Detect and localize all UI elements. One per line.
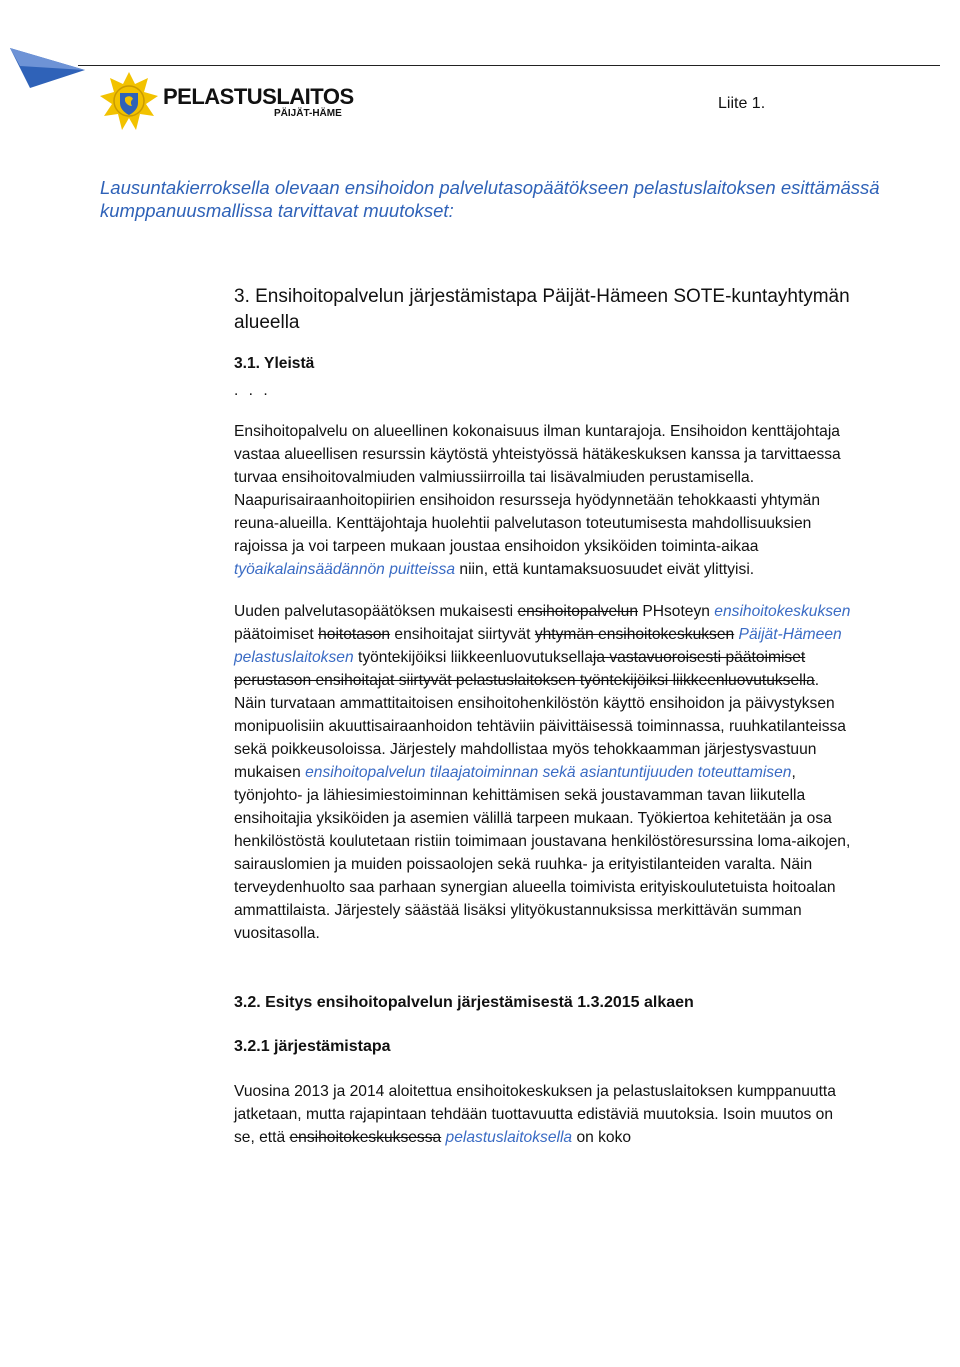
para3-t1: Vuosina 2013 ja 2014 aloitettua ensihoitokeskuksen ja pelastuslaitoksen kumppanuutta jatketaan, mutta rajapintaan tehdään tuottavuutta edistäviä muutoksia. Isoin muutos on se, että xyxy=(234,1083,836,1146)
rescue-badge-icon xyxy=(100,72,158,130)
org-name: PELASTUSLAITOS xyxy=(163,84,354,109)
para2-t3: päätoimiset xyxy=(234,626,314,643)
para3-deleted-1: ensihoitokeskuksessa xyxy=(289,1129,442,1146)
para3-inserted-1: pelastuslaitoksella xyxy=(445,1129,573,1146)
para2-inserted-2: Päijät-Hämeen pelastuslaitoksen xyxy=(234,626,842,666)
paragraph-new-decision xyxy=(234,600,854,945)
para1-text: Ensihoitopalvelu on alueellinen kokonaisuus ilman kuntarajoja. Ensihoidon kenttäjohtaja vastaa alueellisen resurssin käytöstä yhteistyössä hätäkeskuksen kanssa ja tarvittaessa turvaa ensihoitovalmiuden valmiussiirroilla tai lisävalmiuden perustamisella. Naapurisairaanhoitopiirien ensihoidon resursseja hyödynnetään tehokkaasti yhtymän reuna-alueilla. Kenttäjohtaja huolehtii palvelutason toteutumisesta mahdollisuuksien rajoissa ja voi tarpeen mukaan joustaa ensihoidon yksiköiden toiminta-aikaa xyxy=(234,423,841,555)
appendix-label: Liite 1. xyxy=(718,95,766,112)
para2-t6: . Näin turvataan ammattitaitoisen ensihoitohenkilöstön käyttö ensihoidon ja päivystyksen monipuolisiin akuuttisairaanhoidon tehtäviin päivittäisessä toiminnassa, ruuhkatilanteissa sekä poikkeusoloissa. Järjestely mahdollistaa myös tehokkaamman järjestysvastuun mukaisen xyxy=(234,672,846,781)
section-3-2-1-heading: 3.2.1 järjestämistapa xyxy=(234,1038,391,1055)
para2-inserted-1: ensihoitokeskuksen xyxy=(714,603,851,620)
para3-t2: on koko xyxy=(576,1129,632,1146)
intro-heading: Lausuntakierroksella olevaan ensihoidon palvelutasopäätökseen pelastuslaitoksen esittämässä kumppanuusmallissa tarvittavat muutokset: xyxy=(100,177,880,221)
para2-deleted-2: hoitotason xyxy=(318,626,391,643)
document-body xyxy=(234,284,854,1149)
para1-inserted: työaikalainsäädännön puitteissa xyxy=(234,561,456,578)
para1-end: niin, että kuntamaksuosuudet eivät ylittyisi. xyxy=(459,561,755,578)
header-arrow-icon xyxy=(10,44,85,90)
org-subtitle: PÄIJÄT-HÄME xyxy=(274,108,342,119)
para2-deleted-3: yhtymän ensihoitokeskuksen xyxy=(534,626,735,643)
para2-deleted-1: ensihoitopalvelun xyxy=(517,603,638,620)
ellipsis: . . . xyxy=(234,382,271,399)
para2-deleted-4: ja vastavuoroisesti päätoimiset perustason ensihoitajat siirtyvät pelastuslaitoksen työntekijöiksi liikkeenluovutuksella xyxy=(234,649,815,689)
para2-inserted-3: ensihoitopalvelun tilaajatoiminnan sekä asiantuntijuuden toteuttamisen xyxy=(305,764,792,781)
para2-t5: työntekijöiksi liikkeenluovutuksella xyxy=(357,649,593,666)
section-3-2-heading: 3.2. Esitys ensihoitopalvelun järjestämisestä 1.3.2015 alkaen xyxy=(234,994,694,1011)
paragraph-arrangement xyxy=(234,1080,854,1149)
para2-t7: , työnjohto- ja lähiesimiestoiminnan kehittämisen sekä joustavamman tavan liikutella ensihoitajia yksiköiden ja asemien välillä tarpeen mukaan. Työkiertoa kehitetään ja osa henkilöstöstä koulutetaan ristiin toimimaan joustavana henkilöstöresurssina loma-aikojen, sairauslomien ja muiden poissaolojen sekä ruuhka- ja erityistilanteiden varalta. Näin terveydenhuolto saa parhaan synergian alueella toimivista erityiskoulutetuista hoitoalan ammattilaista. Järjestely säästää lisäksi ylityökustannuksissa merkittävän summan vuositasolla. xyxy=(234,764,851,942)
header-rule xyxy=(78,65,940,66)
para2-t4: ensihoitajat siirtyvät xyxy=(394,626,531,643)
para2-t1: Uuden palvelutasopäätöksen mukaisesti xyxy=(234,603,514,620)
section-3-heading: 3. Ensihoitopalvelun järjestämistapa Päijät-Hämeen SOTE-kuntayhtymän alueella xyxy=(234,286,850,333)
paragraph-general xyxy=(234,420,854,581)
section-3-1-heading: 3.1. Yleistä xyxy=(234,355,315,372)
para2-t2: PHsoteyn xyxy=(642,603,710,620)
